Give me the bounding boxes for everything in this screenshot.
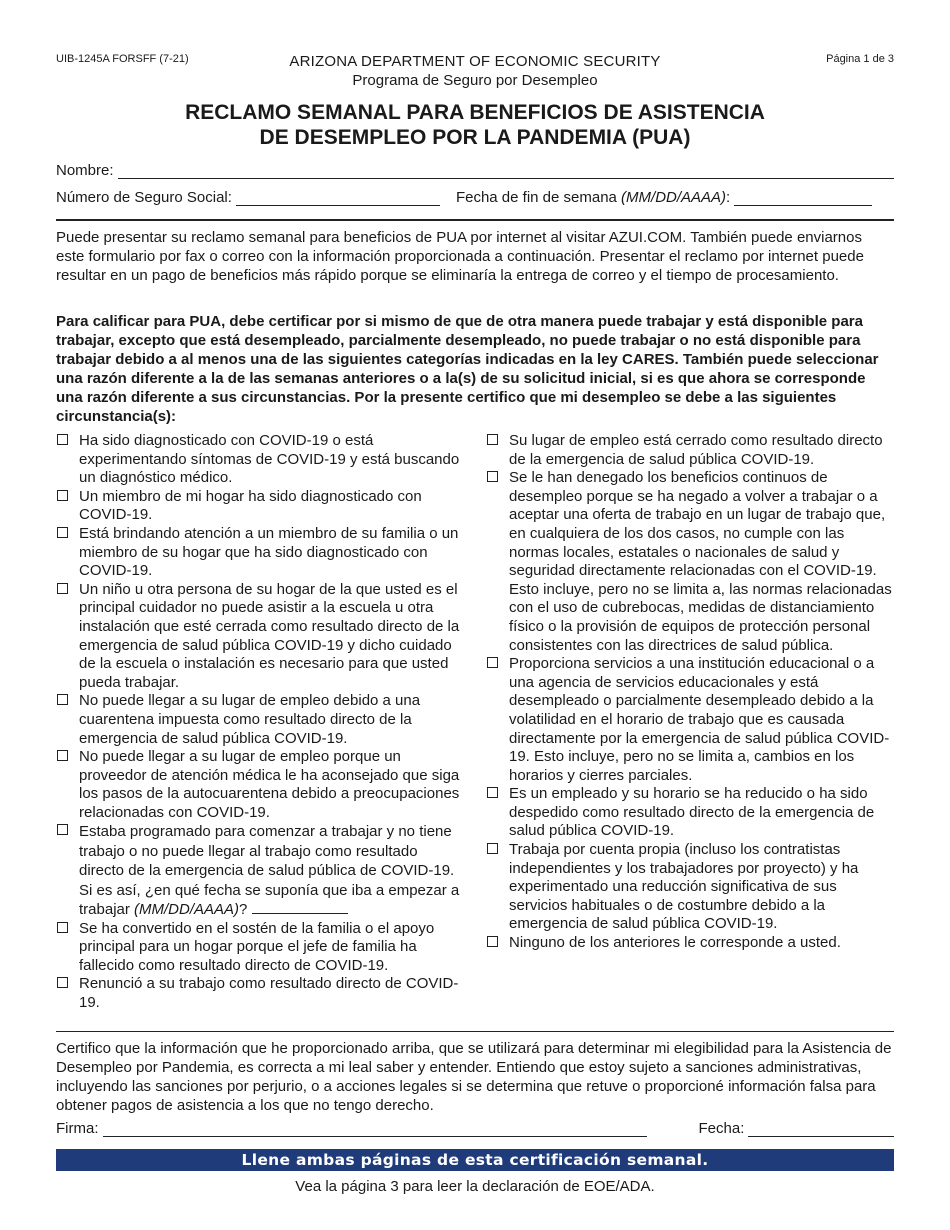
option-text: Está brindando atención a un miembro de su familia o un miembro de su hogar que ha sido diagnosticado con COVID-19. xyxy=(79,524,459,580)
date-label: Fecha: xyxy=(698,1120,745,1137)
checkbox[interactable] xyxy=(57,527,68,538)
option-item-scheduled[interactable] xyxy=(56,822,466,919)
checkbox[interactable] xyxy=(487,657,498,668)
option-text: Trabaja por cuenta propia (incluso los contratistas independientes y los trabajadores por proyecto) y ha experimentado una reducción significativa de sus servicios habituales o de costumbre debido a la emergencia de salud pública COVID-19. xyxy=(509,841,859,933)
option-item[interactable] xyxy=(486,934,896,953)
start-date-suffix: ? xyxy=(239,901,248,919)
option-item[interactable] xyxy=(56,488,466,525)
option-text: Es un empleado y su horario se ha reducido o ha sido despedido como resultado directo de la emergencia de salud pública COVID-19. xyxy=(509,785,875,840)
checkbox[interactable] xyxy=(57,434,68,445)
week-end-label-text: Fecha de fin de semana xyxy=(455,189,617,206)
option-text: Renunció a su trabajo como resultado directo de COVID-19. xyxy=(79,975,459,1011)
checkbox[interactable] xyxy=(57,750,68,761)
ssn-field[interactable] xyxy=(236,191,440,206)
option-text: No puede llegar a su lugar de empleo debido a una cuarentena impuesta como resultado directo de la emergencia de salud pública COVID-19. xyxy=(79,692,421,747)
department-name: ARIZONA DEPARTMENT OF ECONOMIC SECURITY xyxy=(289,53,661,70)
option-text: Su lugar de empleo está cerrado como resultado directo de la emergencia de salud pública COVID-19. xyxy=(509,432,883,468)
checkbox[interactable] xyxy=(57,583,68,594)
option-text: Se ha convertido en el sostén de la familia o el apoyo principal para un hogar porque el jefe de familia ha fallecido como resultado directo de COVID-19. xyxy=(79,919,435,974)
week-end-label xyxy=(456,189,730,206)
signature-field[interactable] xyxy=(103,1122,647,1137)
checkbox[interactable] xyxy=(57,824,68,835)
divider xyxy=(56,1031,894,1032)
option-text: Un miembro de mi hogar ha sido diagnosticado con COVID-19. xyxy=(79,487,422,524)
signature-label: Firma: xyxy=(56,1120,99,1137)
name-label: Nombre: xyxy=(56,162,114,179)
right-options xyxy=(486,432,896,953)
option-item[interactable] xyxy=(486,785,896,841)
checkbox[interactable] xyxy=(487,471,498,482)
option-text: Ninguno de los anteriores le corresponde a usted. xyxy=(509,934,841,952)
option-item[interactable] xyxy=(56,581,466,693)
week-end-colon: : xyxy=(726,189,731,206)
checkbox[interactable] xyxy=(487,936,498,947)
checkbox[interactable] xyxy=(487,843,498,854)
option-item[interactable] xyxy=(486,432,896,469)
option-text: No puede llegar a su lugar de empleo porque un proveedor de atención médica le ha aconsejado que siga los pasos de la autocuarentena debido a preocupaciones relacionadas con COVID-19. xyxy=(79,748,460,821)
program-name: Programa de Seguro por Desempleo xyxy=(352,72,598,89)
start-date-field[interactable] xyxy=(252,901,348,914)
page-number: Página 1 de 3 xyxy=(826,53,894,65)
left-options xyxy=(56,432,466,1012)
option-text: Ha sido diagnosticado con COVID-19 o está experimentando síntomas de COVID-19 y está buscando un diagnóstico médico. xyxy=(79,432,460,487)
checkbox[interactable] xyxy=(57,694,68,705)
option-item[interactable] xyxy=(486,469,896,655)
divider xyxy=(56,219,894,221)
title-line-2: DE DESEMPLEO POR LA PANDEMIA (PUA) xyxy=(259,126,691,149)
option-item[interactable] xyxy=(486,841,896,934)
name-field[interactable] xyxy=(118,164,894,179)
option-item[interactable] xyxy=(56,920,466,976)
checkbox[interactable] xyxy=(487,787,498,798)
option-item[interactable] xyxy=(56,525,466,581)
option-item[interactable] xyxy=(486,655,896,785)
name-row xyxy=(56,162,894,179)
agency-header xyxy=(56,52,894,90)
week-end-format: (MM/DD/AAAA) xyxy=(621,189,727,206)
option-item[interactable] xyxy=(56,692,466,748)
form-title xyxy=(56,100,894,150)
checkbox[interactable] xyxy=(487,434,498,445)
option-item[interactable] xyxy=(56,432,466,488)
instruction-banner: Llene ambas páginas de esta certificación semanal. xyxy=(56,1149,894,1171)
option-text: Un niño u otra persona de su hogar de la que usted es el principal cuidador no puede asistir a la escuela u otra instalación que esté cerrada como resultado directo de la emergencia de salud pública COVID-19 y dicho cuidado de la escuela o instalación es necesario para que usted pueda trabajar. xyxy=(79,580,460,691)
footer-note: Vea la página 3 para leer la declaración de EOE/ADA. xyxy=(295,1178,655,1195)
option-item[interactable] xyxy=(56,975,466,1012)
form-id: UIB-1245A FORSFF (7-21) xyxy=(56,53,189,65)
option-text: Proporciona servicios a una institución educacional o a una agencia de servicios educacionales y está desempleado o parcialmente desempleado debido a la volatilidad en el horario de trabajo que es causada directamente por la emergencia de salud pública COVID-19. Esto incluye, pero no se limita a, cambios en los horarios y cierres parciales. xyxy=(509,655,890,784)
checkbox[interactable] xyxy=(57,922,68,933)
option-text: Se le han denegado los beneficios continuos de desempleo porque se ha negado a volver a trabajar o a aceptar una oferta de trabajo en un lugar de trabajo que, en cualquiera de los dos casos, no cumple con las normas locales, estatales o nacionales de salud y seguridad directamente relacionadas con el COVID-19. Esto incluye, pero no se limita a, las normas relacionadas con el uso de cubrebocas, medidas de distanciamiento físico o la provisión de equipos de protección personal consistentes con las directrices de salud pública. xyxy=(509,469,892,654)
checkbox[interactable] xyxy=(57,977,68,988)
intro-paragraph: Puede presentar su reclamo semanal para beneficios de PUA por internet al visitar AZUI.COM. También puede enviarnos este formulario por fax o correo con la información proporcionada a continuación. Presentar el reclamo por internet puede resultar en un pago de beneficios más rápido porque se eliminaría la entrega de correo y el tiempo de procesamiento. xyxy=(56,229,864,284)
certify-paragraph: Para calificar para PUA, debe certificar por si mismo de que de otra manera puede trabajar y está disponible para trabajar, excepto que está desempleado, parcialmente desempleado, no puede trabajar o no está disponible para trabajar debido a al menos una de las siguientes categorías indicadas en la ley CARES. También puede seleccionar una razón diferente a la de las semanas anteriores o a la(s) de su solicitud inicial, si es que ahora se corresponde una razón diferente a sus circunstancias. Por la presente certifico que mi desempleo se debe a las siguientes circunstancia(s): xyxy=(56,313,879,425)
title-line-1: RECLAMO SEMANAL PARA BENEFICIOS DE ASISTENCIA xyxy=(185,101,765,124)
start-date-format: (MM/DD/AAAA) xyxy=(134,901,240,919)
ssn-label: Número de Seguro Social: xyxy=(56,189,232,206)
certification-statement: Certifico que la información que he proporcionado arriba, que se utilizará para determinar mi elegibilidad para la Asistencia de Desempleo por Pandemia, es correcta a mi leal saber y entender. Entiendo que estoy sujeto a sanciones administrativas, incluyendo las sanciones por perjurio, o a acciones legales si se determina que retuve o proporcioné información falsa para obtener pagos de asistencia a los que no tengo derecho. xyxy=(56,1040,892,1114)
ssn-date-row xyxy=(56,189,894,206)
checkbox[interactable] xyxy=(57,490,68,501)
signature-row xyxy=(56,1120,894,1137)
option-text: Estaba programado para comenzar a trabajar y no tiene trabajo o no puede llegar al trabajo como resultado directo de la emergencia de salud pública de COVID-19. Si es así, ¿en qué fecha se suponía que iba a empezar a trabajar xyxy=(79,823,460,919)
option-item[interactable] xyxy=(56,748,466,822)
week-end-field[interactable] xyxy=(734,191,872,206)
date-field[interactable] xyxy=(748,1122,894,1137)
